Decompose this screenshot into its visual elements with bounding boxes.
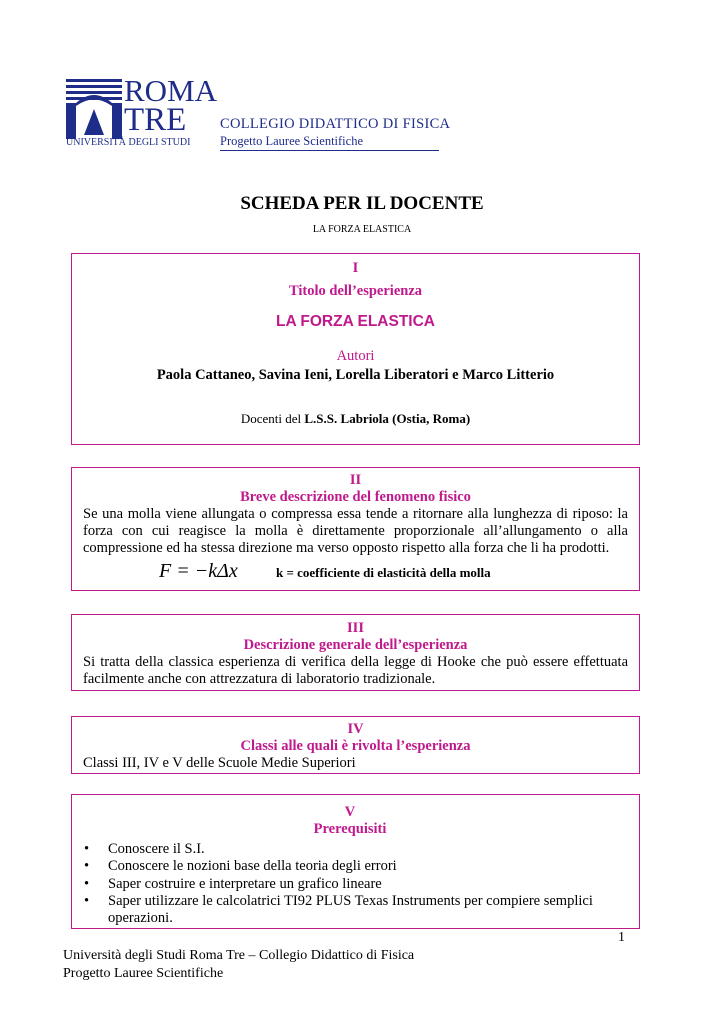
list-item: • Conoscere il S.I. bbox=[84, 841, 205, 857]
logo-subtitle: UNIVERSITÀ DEGLI STUDI bbox=[66, 137, 191, 148]
school-name: L.S.S. Labriola (Ostia, Roma) bbox=[304, 411, 471, 426]
formula-note: k = coefficiente di elasticità della molla bbox=[276, 565, 491, 580]
roma-tre-emblem-icon bbox=[66, 79, 122, 139]
authors: Paola Cattaneo, Savina Ieni, Lorella Liberatori e Marco Litterio bbox=[156, 367, 555, 383]
section-text: Si tratta della classica esperienza di verifica della legge di Hooke che può essere effettuata facilmente anche con attrezzatura di laboratorio tradizionale. bbox=[83, 654, 628, 687]
section-heading: Titolo dell’esperienza bbox=[288, 283, 423, 299]
page-number: 1 bbox=[618, 930, 625, 945]
hooke-formula: F = −kΔx bbox=[159, 560, 238, 582]
section-number: IV bbox=[347, 721, 364, 737]
section-number: III bbox=[347, 620, 364, 636]
section-classes-box bbox=[71, 716, 640, 774]
bullet-icon: • bbox=[84, 841, 90, 857]
section-text: Se una molla viene allungata o compressa essa tende a ritornare alla lunghezza di riposo: la forza con cui reagisce la molla è direttamente proporzionale all’allungamento o alla compressione ed ha stessa direzione ma verso opposto rispetto alla forza che li ha prodotti. bbox=[83, 506, 628, 556]
university-logo bbox=[66, 73, 218, 149]
section-text: Classi III, IV e V delle Scuole Medie Superiori bbox=[83, 755, 356, 771]
section-phenomenon-box bbox=[71, 467, 640, 591]
experiment-title: LA FORZA ELASTICA bbox=[275, 313, 435, 330]
footer-line-1: Università degli Studi Roma Tre – Collegio Didattico di Fisica bbox=[63, 948, 415, 963]
bullet-icon: • bbox=[84, 858, 90, 875]
bullet-icon: • bbox=[84, 875, 90, 892]
logo-tre: TRE bbox=[124, 102, 187, 138]
section-heading: Classi alle quali è rivolta l’esperienza bbox=[240, 738, 471, 754]
list-item: • Saper costruire e interpretare un grafico lineare bbox=[84, 875, 382, 892]
footer-line-2: Progetto Lauree Scientifiche bbox=[63, 966, 224, 981]
section-heading: Breve descrizione del fenomeno fisico bbox=[240, 489, 471, 505]
header-rule bbox=[220, 150, 439, 151]
section-number: V bbox=[344, 804, 356, 820]
college-title: COLLEGIO DIDATTICO DI FISICA bbox=[220, 116, 451, 132]
authors-label: Autori bbox=[336, 348, 375, 364]
section-prerequisites-box bbox=[71, 794, 640, 929]
section-description-box bbox=[71, 614, 640, 691]
section-heading: Descrizione generale dell’esperienza bbox=[243, 637, 468, 653]
teachers-prefix: Docenti del bbox=[240, 411, 305, 426]
logo-roma: ROMA bbox=[124, 73, 218, 108]
prerequisites-list bbox=[72, 841, 628, 927]
section-title-box bbox=[71, 253, 640, 445]
teachers-line bbox=[72, 411, 639, 427]
section-number: I bbox=[352, 260, 359, 276]
page-title: SCHEDA PER IL DOCENTE bbox=[240, 193, 484, 214]
bullet-icon: • bbox=[84, 892, 90, 909]
list-item: • Saper utilizzare le calcolatrici TI92 PLUS Texas Instruments per compiere semplici operazioni. bbox=[84, 892, 593, 927]
page-subtitle: LA FORZA ELASTICA bbox=[312, 224, 412, 235]
section-number: II bbox=[349, 472, 362, 488]
section-heading: Prerequisiti bbox=[313, 821, 387, 837]
formula-row bbox=[83, 560, 628, 586]
project-title: Progetto Lauree Scientifiche bbox=[220, 134, 363, 148]
list-item: • Conoscere le nozioni base della teoria degli errori bbox=[84, 858, 397, 875]
